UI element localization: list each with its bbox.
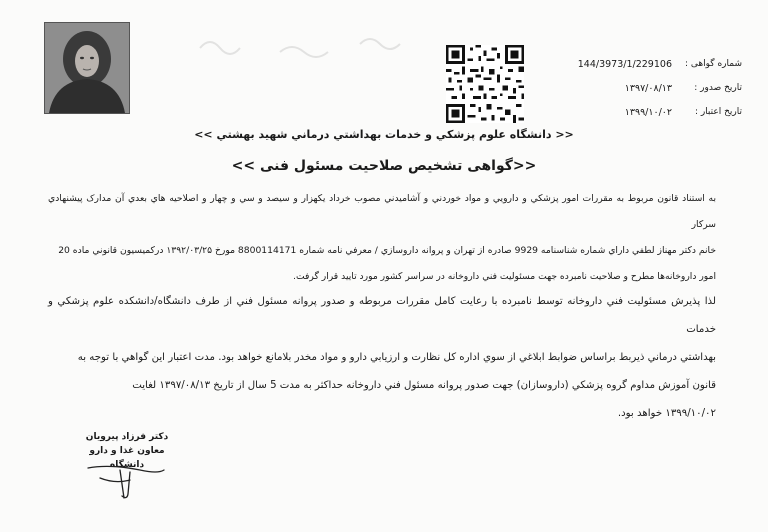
cert-number-label: شماره گواهی :: [685, 59, 742, 69]
paragraph-line: به استناد قانون مربوط به مقررات امور پزشکي و دارويي و مواد خوردني و آشاميدني مصوب خرداد يکهزار و سيصد و سي و چهار و اصلاحيه هاي بعدي آن مدارک پيشنهادي سرکار: [48, 193, 716, 230]
signatory-position: معاون غذا و دارو دانشگاه: [89, 446, 165, 470]
valid-until-value: ۱۳۹۹/۱۰/۰۲: [624, 106, 672, 118]
handwritten-signature: [80, 458, 170, 502]
valid-until-row: [552, 100, 742, 124]
paragraph-line: امور داروخانه‌ها مطرح و صلاحيت نامبرده جهت مسئوليت فني داروخانه در سراسر کشور مورد تاييد قرار گرفت.: [293, 271, 716, 282]
paragraph-validity: [48, 288, 716, 428]
university-heading: << دانشگاه علوم پزشکي و خدمات بهداشتي درماني شهيد بهشتي >>: [194, 128, 574, 141]
paragraph-line: قانون آموزش مداوم گروه پزشکي (داروسازان) جهت صدور پروانه مسئول فني داروخانه حداکثر به مدت 5 سال از تاريخ ۱۳۹۷/۰۸/۱۳ لغايت: [132, 380, 716, 391]
qr-code-icon: [446, 45, 524, 123]
cert-number-value: 144/3973/1/229106: [577, 58, 672, 70]
paragraph-line: لذا پذيرش مسئوليت فني داروخانه توسط نامبرده با رعايت کامل مقررات مربوطه و صدور پروانه مسئول فني از طرف دانشگاه/دانشکده علوم پزشکي و خدمات: [48, 296, 716, 335]
certificate-title: <<گواهی تشخیص صلاحیت مسئول فنی >>: [231, 158, 537, 174]
valid-until-label: تاریخ اعتبار :: [694, 107, 742, 117]
issue-date-value: ۱۳۹۷/۰۸/۱۳: [624, 82, 672, 94]
certificate-meta: [552, 52, 742, 124]
paragraph-approval: [48, 186, 716, 290]
issue-date-row: [552, 76, 742, 100]
paragraph-line: بهداشتي درماني ذيربط براساس ضوابط ابلاغي از سوي اداره کل نظارت و ارزيابي دارو و مواد مخدر بلامانع خواهد بود. مدت اعتبار اين گواهي با توجه به: [77, 352, 716, 363]
signatory-name: دکتر فرزاد پیرویان: [85, 432, 169, 442]
cert-number-row: [552, 52, 742, 76]
issue-date-label: تاریخ صدور :: [694, 83, 742, 93]
faint-stamp-marks: [190, 18, 430, 78]
paragraph-line: ۱۳۹۹/۱۰/۰۲ خواهد بود.: [617, 408, 716, 419]
paragraph-line: خانم دکتر مهناز لطفي داراي شماره شناسنامه 9929 صادره از تهران و پروانه داروسازي / معرفي نامه شماره 8800114171 مورخ ۱۳۹۲/۰۳/۲۵ درکميسيون قانوني ماده 20: [58, 245, 716, 256]
portrait-photo: [44, 22, 130, 114]
